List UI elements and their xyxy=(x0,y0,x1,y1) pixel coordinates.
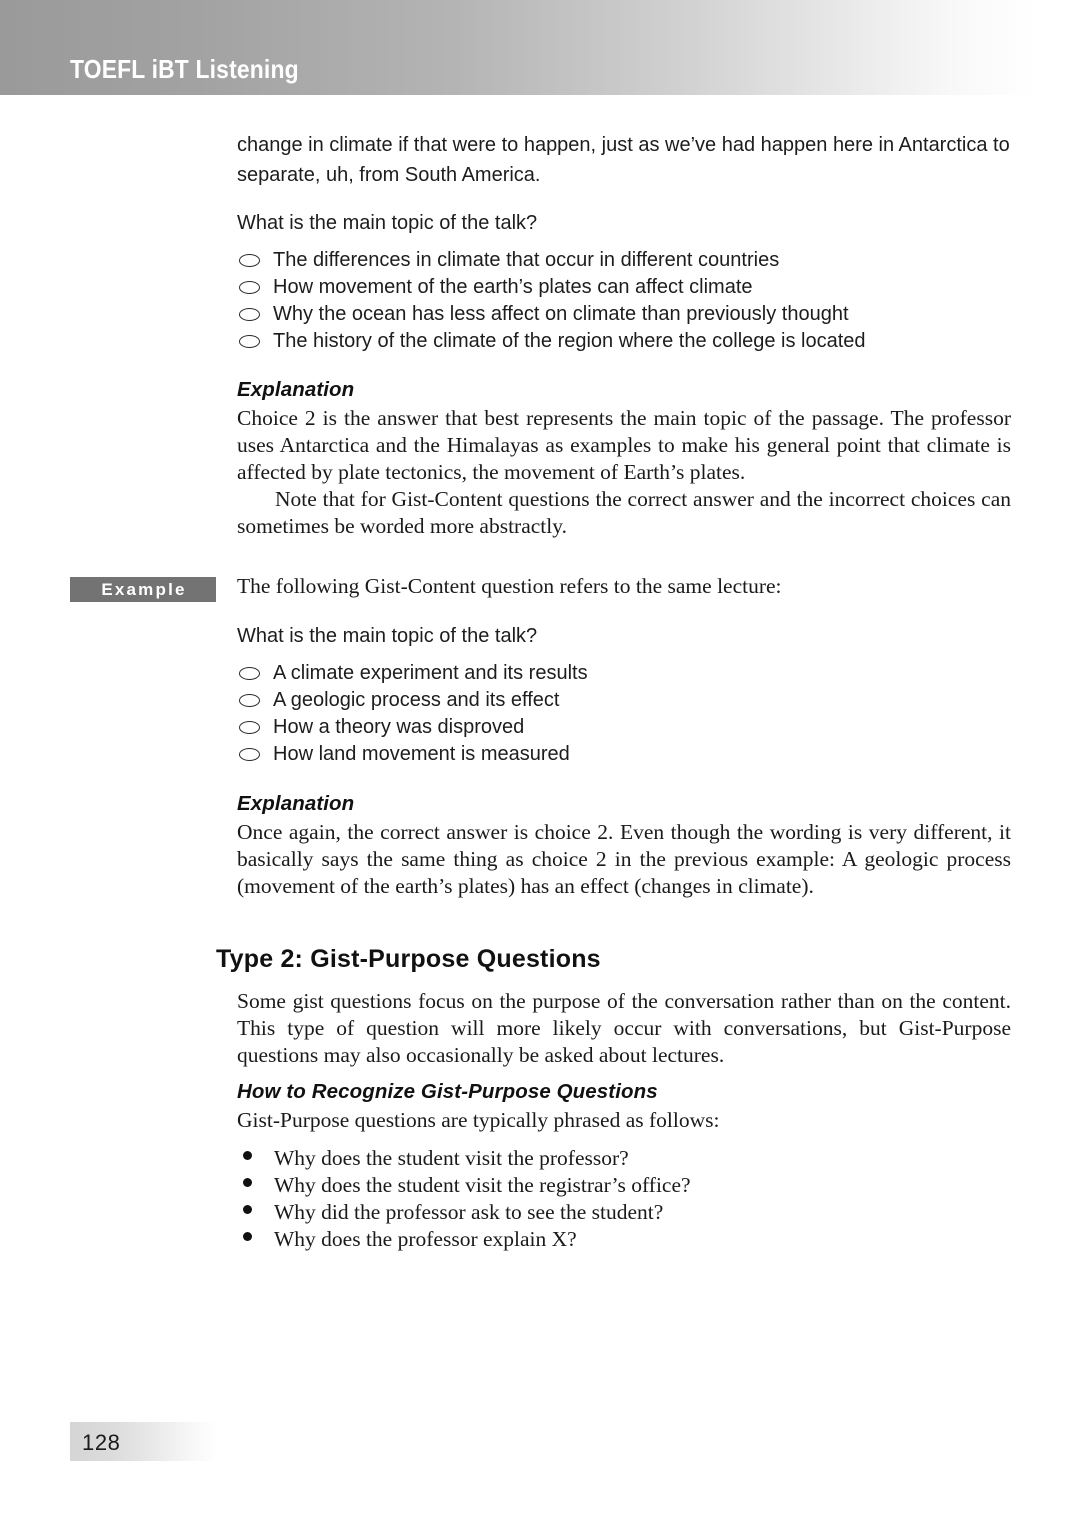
recognize-intro-text: Gist-Purpose questions are typically phrased as follows: xyxy=(237,1108,720,1132)
list-item-label: Why did the professor ask to see the student? xyxy=(274,1200,664,1224)
type-two-intro-block xyxy=(237,988,1011,1069)
radio-button-icon[interactable] xyxy=(239,748,260,761)
explanation-block-one xyxy=(237,378,1011,540)
option-row[interactable] xyxy=(237,660,1011,687)
question-block-two xyxy=(237,623,1011,768)
explanation-paragraph: Choice 2 is the answer that best represents the main topic of the passage. The professor uses Antarctica and the Himalayas as examples to make his general point that climate is affected by plate tectonics, the movement of Earth’s plates. xyxy=(237,406,1011,484)
gist-purpose-phrasing-list xyxy=(237,1146,1011,1254)
bullet-dot-icon xyxy=(243,1205,252,1214)
question-one-prompt: What is the main topic of the talk? xyxy=(237,212,538,234)
option-label: How land movement is measured xyxy=(273,743,570,765)
list-item xyxy=(237,1146,1011,1173)
option-label: A climate experiment and its results xyxy=(273,662,588,684)
option-row[interactable] xyxy=(237,247,1011,274)
list-item xyxy=(237,1200,1011,1227)
example-tag xyxy=(70,577,216,602)
option-label: The differences in climate that occur in different countries xyxy=(273,249,780,271)
bullet-dot-icon xyxy=(243,1151,252,1160)
section-heading-type-two: Type 2: Gist-Purpose Questions xyxy=(216,945,601,973)
example-intro-block xyxy=(237,573,1011,600)
explanation-paragraph: Once again, the correct answer is choice 2. Even though the wording is very different, it basically says the same thing as choice 2 in the previous example: A geologic process (movement of the earth’s plates) has an effect (changes in climate). xyxy=(237,820,1011,898)
transcript-text: change in climate if that were to happen, just as we’ve had happen here in Antarctica to separate, uh, from South America. xyxy=(237,134,1010,186)
option-row[interactable] xyxy=(237,714,1011,741)
list-item-label: Why does the student visit the registrar’s office? xyxy=(274,1173,691,1197)
bullet-dot-icon xyxy=(243,1178,252,1187)
page-footer xyxy=(70,1422,217,1461)
question-two-options xyxy=(237,660,1011,768)
recognize-block xyxy=(237,1080,1011,1254)
list-item xyxy=(237,1227,1011,1254)
bullet-dot-icon xyxy=(243,1232,252,1241)
option-label: A geologic process and its effect xyxy=(273,689,560,711)
example-intro-text: The following Gist-Content question refers to the same lecture: xyxy=(237,574,782,598)
radio-button-icon[interactable] xyxy=(239,335,260,348)
radio-button-icon[interactable] xyxy=(239,281,260,294)
option-label: How movement of the earth’s plates can affect climate xyxy=(273,276,753,298)
page-number: 128 xyxy=(82,1430,121,1455)
list-item-label: Why does the professor explain X? xyxy=(274,1227,577,1251)
option-label: Why the ocean has less affect on climate than previously thought xyxy=(273,303,849,325)
question-two-prompt: What is the main topic of the talk? xyxy=(237,625,538,647)
list-item-label: Why does the student visit the professor? xyxy=(274,1146,629,1170)
explanation-paragraph: Note that for Gist-Content questions the correct answer and the incorrect choices can sometimes be worded more abstractly. xyxy=(237,487,1011,538)
question-block-one xyxy=(237,210,1011,355)
option-row[interactable] xyxy=(237,274,1011,301)
type-two-section xyxy=(216,945,1011,974)
option-row[interactable] xyxy=(237,687,1011,714)
example-tag-label: Example xyxy=(101,579,187,599)
radio-button-icon[interactable] xyxy=(239,308,260,321)
radio-button-icon[interactable] xyxy=(239,694,260,707)
option-label: The history of the climate of the region where the college is located xyxy=(273,330,866,352)
running-header-title: TOEFL iBT Listening xyxy=(70,54,299,84)
explanation-heading: Explanation xyxy=(237,792,355,815)
explanation-block-two xyxy=(237,792,1011,900)
explanation-heading: Explanation xyxy=(237,378,355,401)
option-row[interactable] xyxy=(237,741,1011,768)
recognize-heading: How to Recognize Gist-Purpose Questions xyxy=(237,1080,658,1103)
radio-button-icon[interactable] xyxy=(239,667,260,680)
type-two-paragraph: Some gist questions focus on the purpose of the conversation rather than on the content. This type of question will more likely occur with conversations, but Gist-Purpose questions may also occasionally be asked about lectures. xyxy=(237,989,1011,1067)
page-header xyxy=(0,0,1080,95)
radio-button-icon[interactable] xyxy=(239,254,260,267)
option-label: How a theory was disproved xyxy=(273,716,525,738)
question-one-options xyxy=(237,247,1011,355)
option-row[interactable] xyxy=(237,328,1011,355)
option-row[interactable] xyxy=(237,301,1011,328)
radio-button-icon[interactable] xyxy=(239,721,260,734)
list-item xyxy=(237,1173,1011,1200)
transcript-continuation xyxy=(237,130,1011,190)
